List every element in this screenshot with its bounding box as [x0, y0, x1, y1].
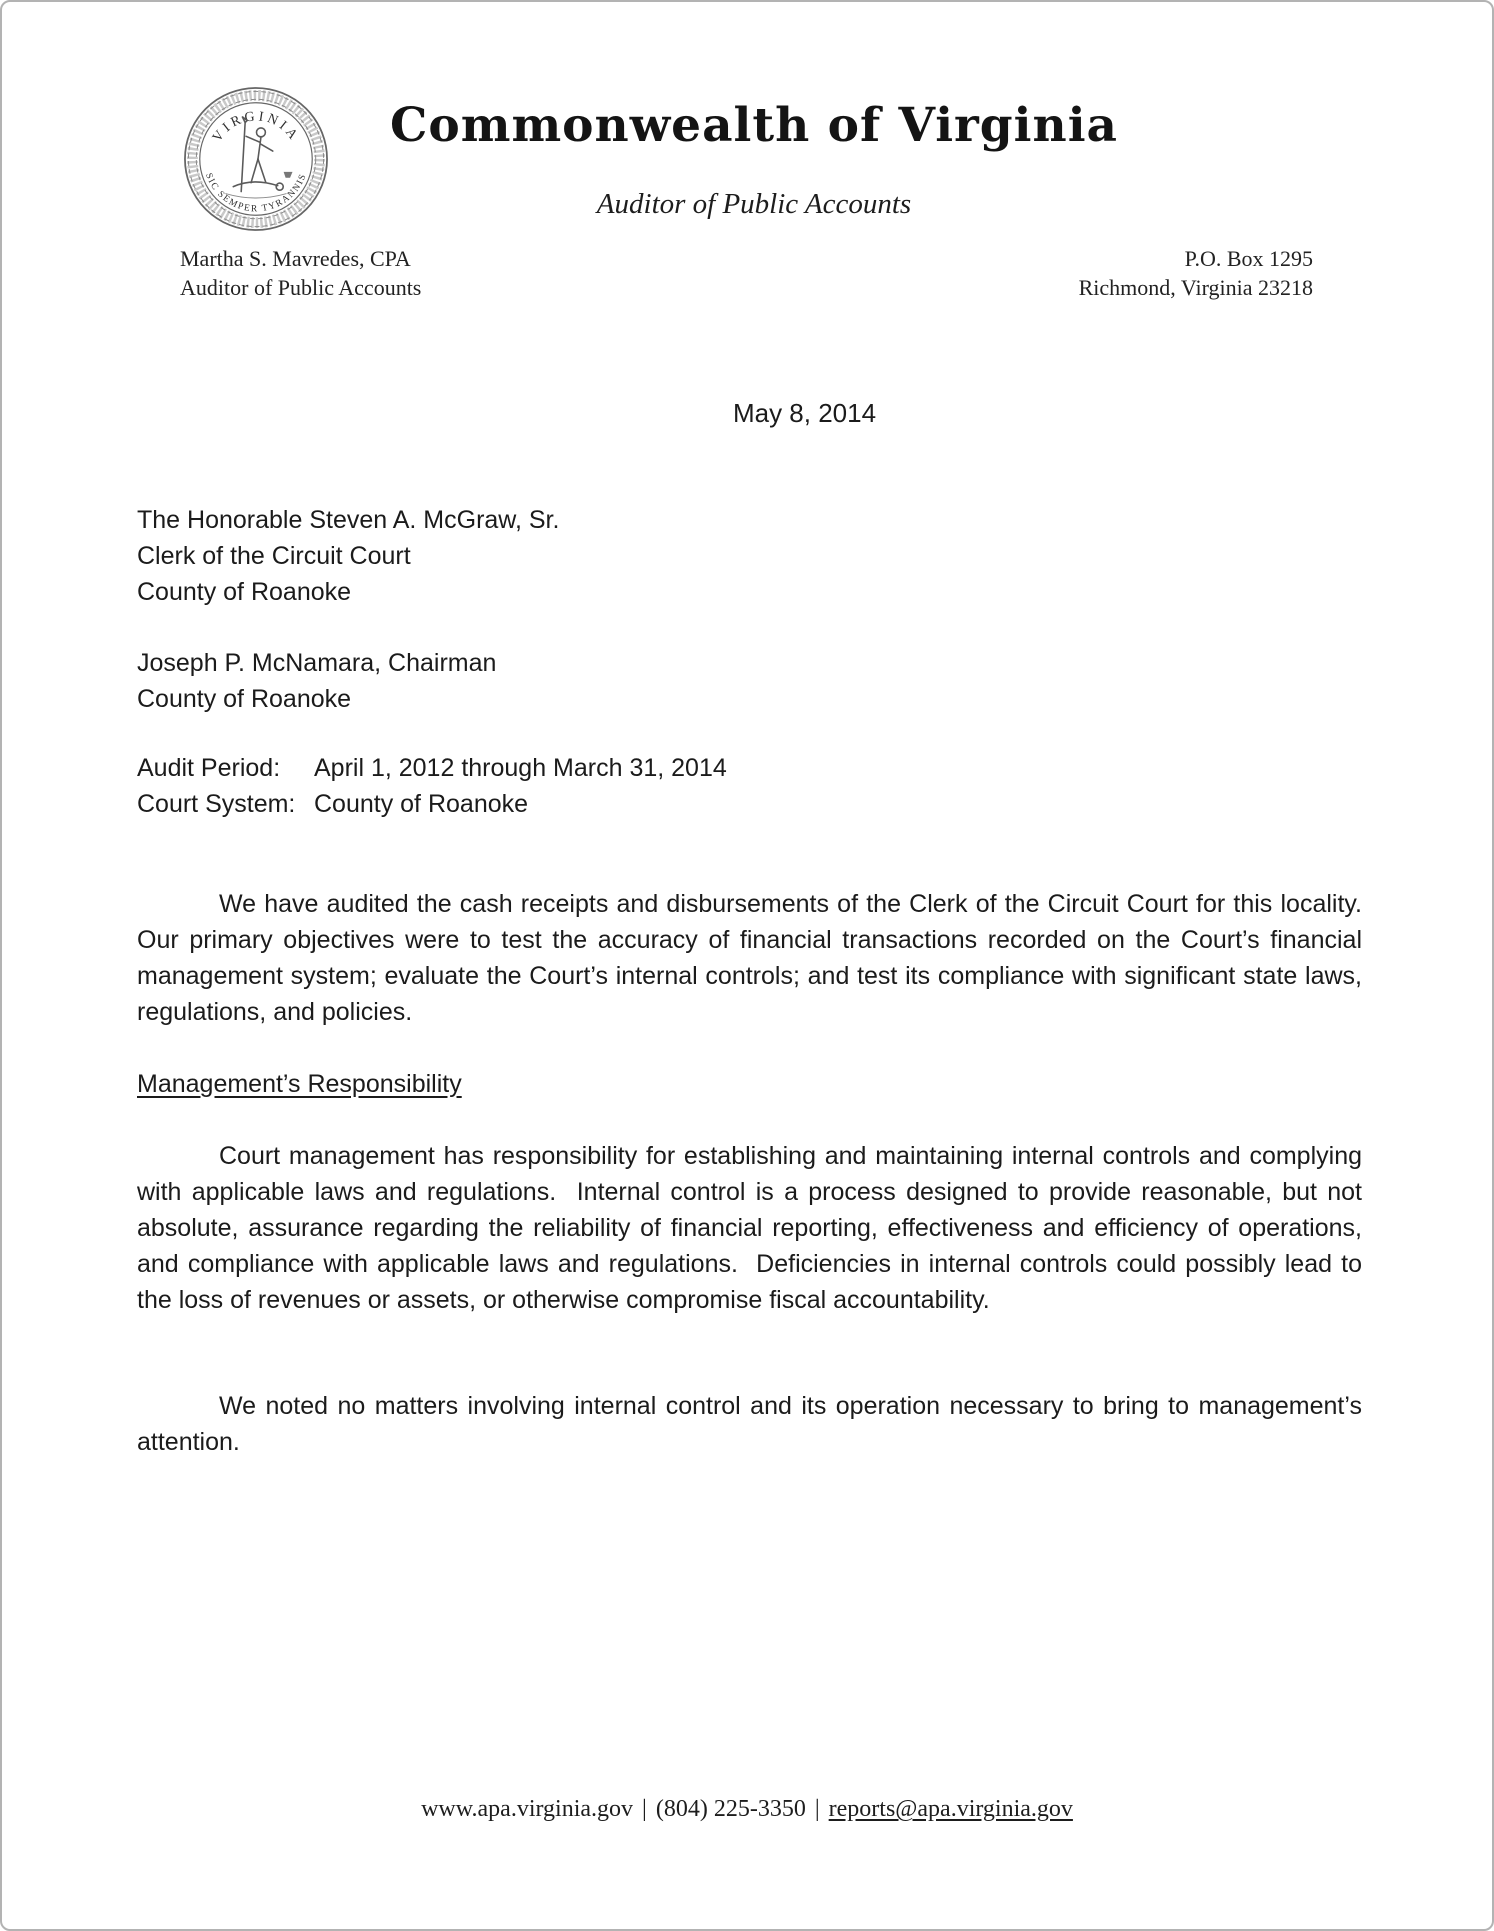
footer-separator-2: | — [814, 1796, 820, 1822]
paragraph-noted: We noted no matters involving internal control and its operation necessary to bring to management’s attention. — [137, 1392, 1369, 1456]
footer-email-link[interactable]: reports@apa.virginia.gov — [828, 1796, 1073, 1822]
org-title: Commonwealth of Virginia — [389, 98, 1119, 153]
org-subtitle: Auditor of Public Accounts — [596, 188, 912, 220]
recipient-locality: County of Roanoke — [137, 578, 352, 606]
audit-info-block — [137, 750, 1362, 822]
seal-top-text: VIRGINIA — [209, 108, 303, 145]
court-system-value: County of Roanoke — [314, 790, 529, 818]
office-address-block — [1079, 244, 1313, 302]
recipient-title: Clerk of the Circuit Court — [137, 542, 411, 570]
recipient2-name: Joseph P. McNamara, Chairman — [137, 649, 497, 677]
court-system-label: Court System: — [137, 790, 296, 818]
po-box-line: P.O. Box 1295 — [1184, 246, 1313, 271]
recipient2-locality: County of Roanoke — [137, 685, 352, 713]
seal-bottom-text: SIC SEMPER TYRANNIS — [203, 171, 309, 215]
section-heading-managements-responsibility: Management’s Responsibility — [137, 1070, 462, 1098]
court-system-row — [137, 786, 1362, 822]
city-state-zip-line: Richmond, Virginia 23218 — [1078, 275, 1313, 300]
audit-period-label: Audit Period: — [137, 754, 281, 782]
audit-period-value: April 1, 2012 through March 31, 2014 — [314, 754, 727, 782]
footer-website: www.apa.virginia.gov — [421, 1796, 634, 1822]
recipient-secondary-block — [137, 645, 1362, 717]
official-block — [180, 244, 421, 302]
recipient-name: The Honorable Steven A. McGraw, Sr. — [137, 506, 560, 534]
audit-period-row — [137, 750, 1362, 786]
footer-separator-1: | — [642, 1796, 647, 1822]
footer-contact-line — [2, 1796, 1492, 1823]
footer-phone: (804) 225-3350 — [655, 1796, 806, 1822]
letter-date: May 8, 2014 — [732, 398, 877, 428]
paragraph-management: Court management has responsibility for establishing and maintaining internal controls and complying with applicable laws and regulations. Internal control is a process designed to provide reasonable, but not absolute, assurance regarding the reliability of financial reporting, effectiveness and efficiency of operations, and compliance with applicable laws and regulations. Deficiencies in internal controls could possibly lead to the loss of revenues or assets, or otherwise compromise fiscal accountability. — [137, 1142, 1369, 1314]
official-name: Martha S. Mavredes, CPA — [180, 246, 411, 271]
paragraph-intro: We have audited the cash receipts and disbursements of the Clerk of the Circuit Court for this locality. Our primary objectives were to test the accuracy of financial transactions recorded on the Court’s financial management system; evaluate the Court’s internal controls; and test its compliance with significant state laws, regulations, and policies. — [137, 890, 1376, 1026]
official-title: Auditor of Public Accounts — [180, 275, 422, 300]
recipient-primary-block — [137, 502, 1362, 610]
